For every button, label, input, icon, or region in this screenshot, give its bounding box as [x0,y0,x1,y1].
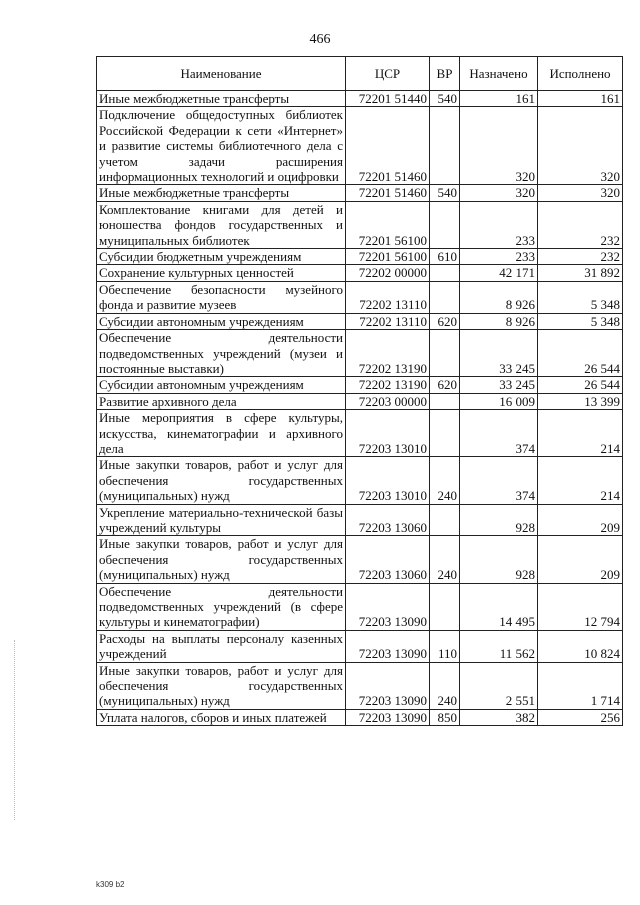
row-assigned: 2 551 [460,662,538,709]
row-csr: 72203 13060 [346,504,430,536]
row-csr: 72203 13010 [346,457,430,504]
row-vr [430,410,460,457]
row-vr [430,265,460,281]
row-vr: 620 [430,313,460,329]
row-name: Расходы на выплаты персоналу казенных учреждений [97,630,346,662]
row-executed: 13 399 [538,393,623,409]
table-row [97,91,623,107]
table-header-row [97,57,623,91]
row-name: Иные закупки товаров, работ и услуг для обеспечения государственных (муниципальных) нужд [97,457,346,504]
row-executed: 1 714 [538,662,623,709]
row-name: Субсидии автономным учреждениям [97,377,346,393]
row-executed: 214 [538,457,623,504]
row-assigned: 233 [460,201,538,248]
row-csr: 72201 51440 [346,91,430,107]
table-row [97,410,623,457]
header-name: Наименование [97,57,346,91]
table-row [97,377,623,393]
row-name: Обеспечение деятельности подведомственных учреждений (музеи и постоянные выставки) [97,330,346,377]
row-csr: 72202 13110 [346,281,430,313]
row-csr: 72203 13060 [346,536,430,583]
row-name: Иные закупки товаров, работ и услуг для обеспечения государственных (муниципальных) нужд [97,536,346,583]
row-name: Развитие архивного дела [97,393,346,409]
budget-table [96,56,623,726]
row-csr: 72201 51460 [346,185,430,201]
row-executed: 5 348 [538,313,623,329]
table-row [97,709,623,725]
row-csr: 72201 56100 [346,201,430,248]
table-row [97,281,623,313]
row-vr: 850 [430,709,460,725]
table-row [97,536,623,583]
row-vr: 240 [430,662,460,709]
row-csr: 72203 13090 [346,709,430,725]
row-assigned: 320 [460,107,538,185]
table-row [97,330,623,377]
row-csr: 72203 13090 [346,583,430,630]
row-executed: 232 [538,249,623,265]
row-assigned: 928 [460,504,538,536]
row-assigned: 374 [460,410,538,457]
row-csr: 72203 13010 [346,410,430,457]
row-executed: 320 [538,107,623,185]
row-executed: 214 [538,410,623,457]
row-assigned: 382 [460,709,538,725]
table-row [97,393,623,409]
row-assigned: 33 245 [460,330,538,377]
row-vr: 240 [430,457,460,504]
row-executed: 256 [538,709,623,725]
row-name: Субсидии автономным учреждениям [97,313,346,329]
row-vr [430,393,460,409]
row-vr [430,504,460,536]
row-name: Иные закупки товаров, работ и услуг для обеспечения государственных (муниципальных) нужд [97,662,346,709]
row-assigned: 928 [460,536,538,583]
table-row [97,583,623,630]
table-row [97,457,623,504]
row-csr: 72203 00000 [346,393,430,409]
row-assigned: 11 562 [460,630,538,662]
table-row [97,313,623,329]
page-number: 466 [309,32,331,47]
row-assigned: 8 926 [460,313,538,329]
row-csr: 72202 00000 [346,265,430,281]
row-executed: 26 544 [538,330,623,377]
header-vr: ВР [430,57,460,91]
row-assigned: 233 [460,249,538,265]
row-executed: 320 [538,185,623,201]
row-executed: 10 824 [538,630,623,662]
row-assigned: 33 245 [460,377,538,393]
row-name: Подключение общедоступных библиотек Российской Федерации к сети «Интернет» и развитие системы библиотечного дела с учетом задачи расширения информационных технологий и оцифровки [97,107,346,185]
row-vr: 540 [430,91,460,107]
row-assigned: 374 [460,457,538,504]
table-row [97,107,623,185]
row-csr: 72203 13090 [346,630,430,662]
row-name: Иные межбюджетные трансферты [97,91,346,107]
row-executed: 161 [538,91,623,107]
header-csr: ЦСР [346,57,430,91]
row-vr: 610 [430,249,460,265]
row-csr: 72202 13190 [346,377,430,393]
table-row [97,185,623,201]
row-assigned: 14 495 [460,583,538,630]
row-csr: 72202 13110 [346,313,430,329]
row-name: Укрепление материально-технической базы учреждений культуры [97,504,346,536]
row-csr: 72202 13190 [346,330,430,377]
row-csr: 72201 56100 [346,249,430,265]
row-name: Обеспечение безопасности музейного фонда и развитие музеев [97,281,346,313]
row-assigned: 161 [460,91,538,107]
row-executed: 232 [538,201,623,248]
scan-margin-line [14,640,15,820]
row-executed: 5 348 [538,281,623,313]
row-vr [430,330,460,377]
row-csr: 72203 13090 [346,662,430,709]
row-vr: 540 [430,185,460,201]
row-assigned: 320 [460,185,538,201]
table-row [97,504,623,536]
footer-code: k309 b2 [96,880,125,889]
row-name: Уплата налогов, сборов и иных платежей [97,709,346,725]
row-name: Обеспечение деятельности подведомственных учреждений (в сфере культуры и кинематографии) [97,583,346,630]
table-row [97,249,623,265]
row-assigned: 8 926 [460,281,538,313]
row-csr: 72201 51460 [346,107,430,185]
row-vr [430,107,460,185]
row-name: Комплектование книгами для детей и юношества фондов государственных и муниципальных библиотек [97,201,346,248]
table-row [97,265,623,281]
header-executed: Исполнено [538,57,623,91]
row-executed: 209 [538,536,623,583]
row-name: Субсидии бюджетным учреждениям [97,249,346,265]
row-executed: 12 794 [538,583,623,630]
table-row [97,630,623,662]
row-executed: 26 544 [538,377,623,393]
row-name: Иные межбюджетные трансферты [97,185,346,201]
row-executed: 209 [538,504,623,536]
row-vr: 240 [430,536,460,583]
row-vr [430,583,460,630]
row-vr: 620 [430,377,460,393]
row-name: Сохранение культурных ценностей [97,265,346,281]
table-row [97,201,623,248]
row-assigned: 42 171 [460,265,538,281]
header-assigned: Назначено [460,57,538,91]
row-vr [430,281,460,313]
row-executed: 31 892 [538,265,623,281]
table-row [97,662,623,709]
row-name: Иные мероприятия в сфере культуры, искусства, кинематографии и архивного дела [97,410,346,457]
row-assigned: 16 009 [460,393,538,409]
row-vr: 110 [430,630,460,662]
row-vr [430,201,460,248]
